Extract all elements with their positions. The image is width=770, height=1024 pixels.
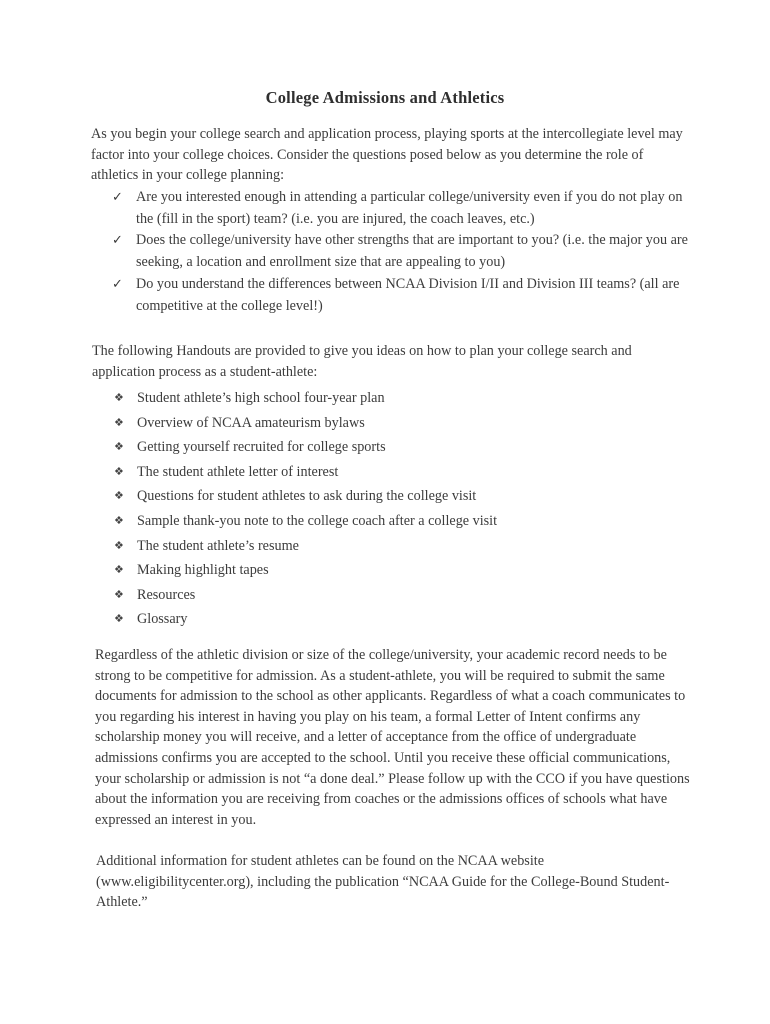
diamond-bullet-icon: ❖ bbox=[114, 415, 124, 429]
handouts-intro-paragraph: The following Handouts are provided to give you ideas on how to plan your college search and application process as a student-athlete: bbox=[92, 343, 632, 380]
handout-text: Getting yourself recruited for college sports bbox=[137, 439, 386, 456]
list-item bbox=[114, 534, 674, 559]
diamond-bullet-icon: ❖ bbox=[114, 587, 124, 601]
list-item bbox=[114, 435, 674, 460]
handout-text: The student athlete letter of interest bbox=[137, 463, 339, 480]
list-item bbox=[114, 509, 674, 534]
list-item bbox=[112, 187, 692, 230]
list-item bbox=[114, 558, 674, 583]
list-item bbox=[112, 274, 692, 317]
list-item bbox=[114, 484, 674, 509]
diamond-bullet-icon: ❖ bbox=[114, 538, 124, 552]
page-title: College Admissions and Athletics bbox=[265, 88, 505, 107]
diamond-bullet-icon: ❖ bbox=[114, 391, 124, 404]
diamond-bullet-icon: ❖ bbox=[114, 440, 124, 454]
diamond-bullet-icon: ❖ bbox=[114, 612, 124, 626]
diamond-bullet-icon: ❖ bbox=[114, 489, 124, 503]
intro-paragraph: As you begin your college search and application process, playing sports at the intercollegiate level may factor into your college choices. Consider the questions posed below as you determine the role of athletics in your college planning: bbox=[91, 126, 683, 184]
handout-text: Glossary bbox=[137, 611, 188, 628]
list-item bbox=[114, 460, 674, 485]
list-item bbox=[114, 386, 674, 411]
handout-text: Resources bbox=[137, 586, 196, 603]
handouts-list bbox=[114, 386, 674, 632]
diamond-bullet-icon: ❖ bbox=[114, 464, 124, 478]
question-text: Does the college/university have other strengths that are important to you? (i.e. the major you are seeking, a location and enrollment size that are appealing to you) bbox=[136, 232, 688, 271]
list-item bbox=[112, 230, 692, 273]
list-item bbox=[114, 583, 674, 608]
academic-record-paragraph: Regardless of the athletic division or size of the college/university, your academic record needs to be strong to be competitive for admission. As a student-athlete, you will be required to submit the same documents for admission to the school as other applicants. Regardless of what a coach communicates to you regarding his interest in having you play on his team, a formal Letter of Intent confirms any scholarship money you will receive, and a letter of acceptance from the office of undergraduate admissions confirms you are accepted to the school. Until you receive these official communications, your scholarship or admission is not “a done deal.” Please follow up with the CCO if you have questions about the information you are receiving from coaches or the admissions offices of schools what have expressed an interest in you. bbox=[95, 647, 690, 828]
question-text: Are you interested enough in attending a particular college/university even if you do not play on the (fill in the sport) team? (i.e. you are injured, the coach leaves, etc.) bbox=[136, 189, 683, 227]
question-checklist bbox=[112, 187, 692, 317]
handout-text: Questions for student athletes to ask during the college visit bbox=[137, 488, 477, 505]
checkmark-icon: ✓ bbox=[112, 233, 123, 249]
list-item bbox=[114, 411, 674, 436]
handout-text: The student athlete’s resume bbox=[137, 537, 299, 554]
diamond-bullet-icon: ❖ bbox=[114, 513, 124, 527]
diamond-bullet-icon: ❖ bbox=[114, 563, 124, 577]
checkmark-icon: ✓ bbox=[112, 276, 123, 292]
list-item bbox=[114, 607, 674, 632]
handout-text: Sample thank-you note to the college coach after a college visit bbox=[137, 512, 498, 529]
question-text: Do you understand the differences between NCAA Division I/II and Division III teams? (all are competitive at the college level!) bbox=[136, 275, 680, 314]
checkmark-icon: ✓ bbox=[112, 190, 123, 205]
additional-info-paragraph: Additional information for student athletes can be found on the NCAA website (www.eligibilitycenter.org), including the publication “NCAA Guide for the College-Bound Student-Athlete.” bbox=[96, 853, 670, 911]
handout-text: Making highlight tapes bbox=[137, 562, 269, 579]
handout-text: Student athlete’s high school four-year plan bbox=[137, 390, 385, 406]
handout-text: Overview of NCAA amateurism bylaws bbox=[137, 414, 365, 431]
